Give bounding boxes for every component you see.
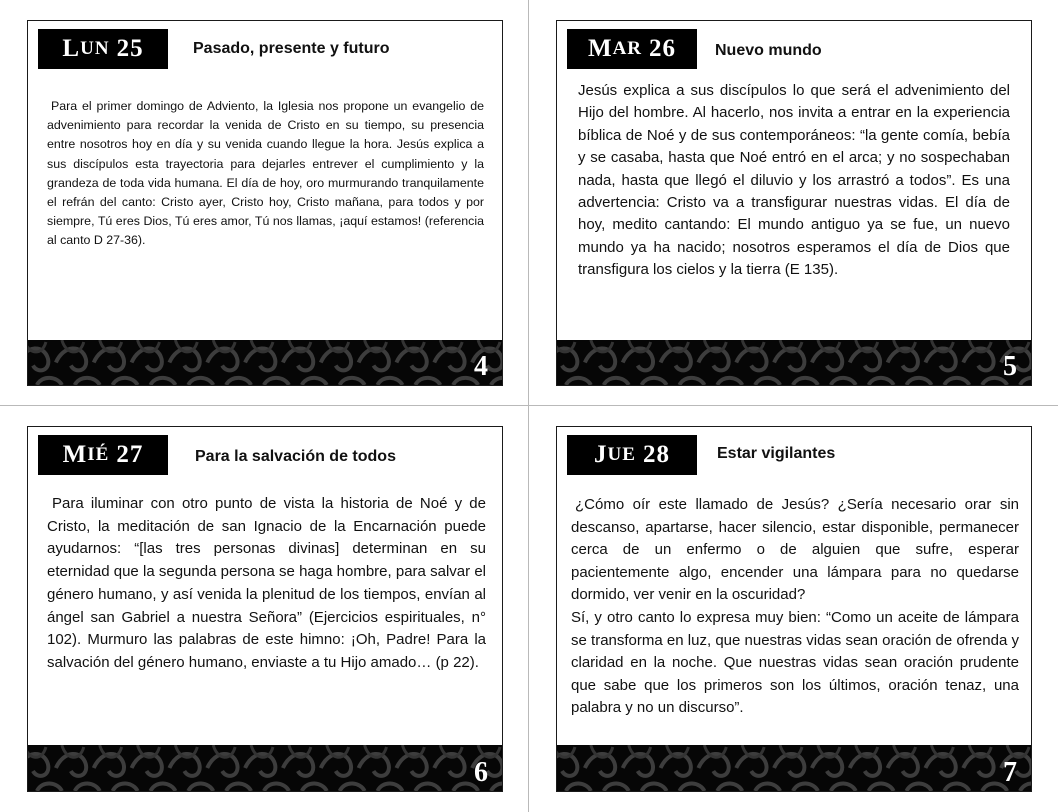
horizontal-divider	[0, 405, 1058, 406]
ornament-pattern	[557, 745, 1031, 791]
day-label	[567, 435, 697, 475]
day-rest: IÉ	[87, 444, 110, 465]
day-number: 25	[116, 35, 144, 62]
card-mar-26	[556, 20, 1032, 386]
card-body	[571, 494, 1019, 720]
page-number: 4	[474, 351, 488, 382]
ornament-pattern	[28, 745, 502, 791]
page-number: 6	[474, 757, 488, 788]
card-body: Para el primer domingo de Adviento, la Iglesia nos propone un evangelio de advenimiento para recordar la venida de Cristo en su tiempo, su presencia entre nosotros hoy en día y su venida cuando llegue la hora. Jesús explica a sus discípulos esta trayectoria para dejarles entrever el cumplimiento y la grandeza de toda vida humana. El día de hoy, oro murmurando tranquilamente el refrán del canto: Cristo ayer, Cristo hoy, Cristo mañana, para todos y por siempre, Tú eres Dios, Tú eres amor, Tú nos llamas, ¡aquí estamos! (referencia al canto D 27-36).	[47, 99, 484, 248]
card-body: Para iluminar con otro punto de vista la historia de Noé y de Cristo, la meditación de san Ignacio de la Encarnación puede ayudarnos: “[las tres personas divinas] determinan en su eternidad que la segunda persona se haga hombre, para salvar el género humano, y así venida la plenitud de los tiempos, envían al ángel san Gabriel a nuestra Señora” (Ejercicios espirituales, n° 102). Murmuro las palabras de este himno: ¡Oh, Padre! Para la salvación del género humano, enviaste a tu Hijo amado… (p 22).	[47, 495, 486, 671]
card-title: Nuevo mundo	[715, 42, 822, 59]
ornamental-band	[28, 340, 502, 385]
day-rest: AR	[612, 38, 643, 59]
day-number: 28	[642, 441, 670, 468]
card-body: Jesús explica a sus discípulos lo que será el advenimiento del Hijo del hombre. Al hacerlo, nos invita a entrar en la experiencia bíblica de Noé y de sus contemporáneos: “la gente comía, bebía y se casaba, hasta que Noé entró en el arca; y no sospechaban nada, hasta que llegó el diluvio y los arrastró a todos”. Es una advertencia: Cristo va a transfigurar nuestras vidas. El día de hoy, medito cantando: El mundo antiguo ya se fue, un nuevo mundo ya ha nacido; nosotros esperamos el día de Dios que transfigura los cielos y la tierra (E 135).	[578, 82, 1010, 279]
ornamental-band	[557, 340, 1031, 385]
page-number: 7	[1003, 757, 1017, 788]
card-body-paragraph-1: ¿Cómo oír este llamado de Jesús? ¿Sería necesario orar sin descanso, apartarse, hacer silencio, estar disponible, permanecer cerca de un enfermo o de alguien que sufre, esperar pacientemente algo, encender una lámpara para no quedarse dormido, ver venir en la oscuridad?	[571, 496, 1019, 604]
day-initial: M	[587, 35, 613, 62]
ornament-pattern	[28, 340, 502, 385]
card-jue-28	[556, 426, 1032, 792]
day-rest: UE	[607, 444, 636, 465]
card-body-paragraph-2: Sí, y otro canto lo expresa muy bien: “Como un aceite de lámpara se transforma en luz, que nuestras vidas sean oración de ofrenda y claridad en la noche. Que nuestras vidas sean oración prudente que sabe que los primeros son los últimos, oración tenaz, una palabra y no un discurso”.	[571, 608, 1019, 717]
card-mie-27	[27, 426, 503, 792]
ornamental-band	[28, 745, 502, 791]
day-initial: L	[62, 35, 81, 62]
ornamental-band	[557, 745, 1031, 791]
day-label	[38, 435, 168, 475]
day-rest: UN	[80, 38, 110, 59]
day-number: 26	[649, 35, 677, 62]
day-initial: M	[62, 441, 88, 468]
card-title: Estar vigilantes	[717, 445, 836, 462]
page-number: 5	[1003, 351, 1017, 382]
vertical-divider	[528, 0, 529, 812]
day-number: 27	[116, 441, 144, 468]
day-label	[567, 29, 697, 69]
ornament-pattern	[557, 340, 1031, 385]
day-label	[38, 29, 168, 69]
card-title: Pasado, presente y futuro	[193, 40, 390, 57]
card-title: Para la salvación de todos	[195, 448, 396, 465]
card-lun-25	[27, 20, 503, 386]
day-initial: J	[594, 441, 608, 468]
